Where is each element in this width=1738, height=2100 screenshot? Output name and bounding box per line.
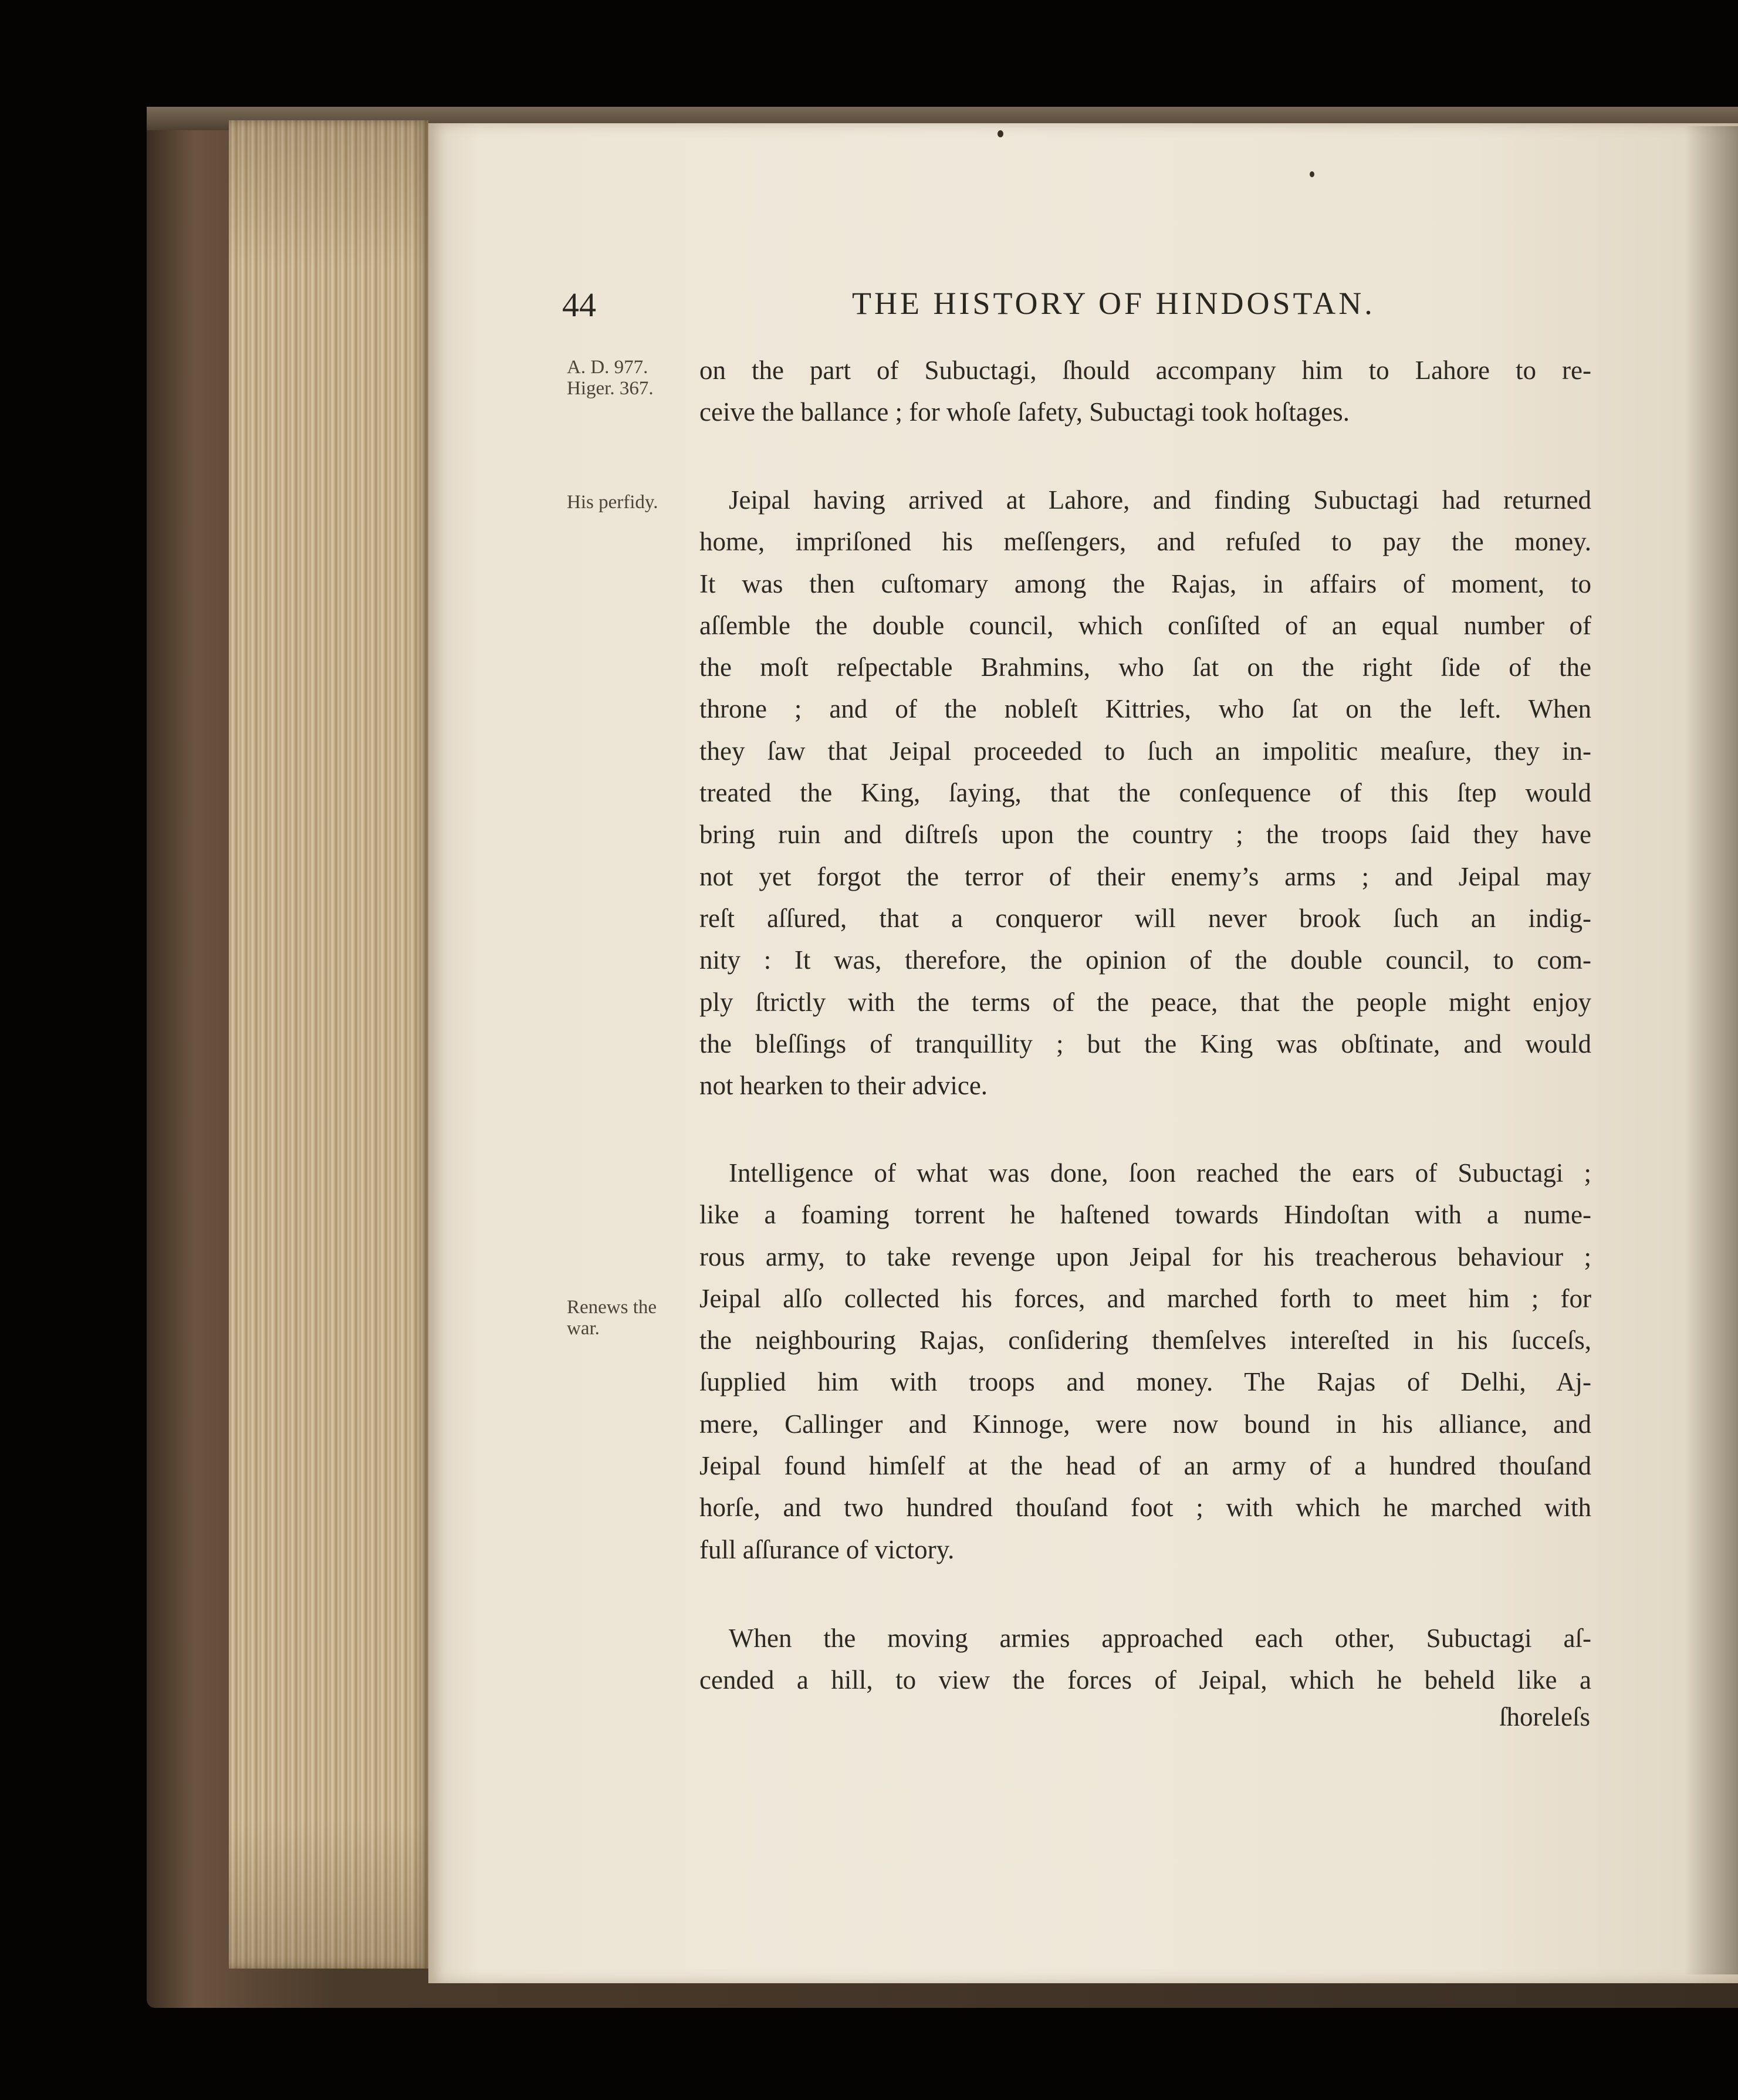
text-line: horſe, and two hundred thouſand foot ; with which he marched with	[699, 1493, 1591, 1523]
margin-note-line: war.	[567, 1318, 600, 1339]
margin-note-line: His perfidy.	[567, 492, 658, 513]
text-line: on the part of Subuctagi, ſhould accompany him to Lahore to re-	[699, 356, 1591, 385]
paragraph-3	[699, 1152, 1591, 1571]
margin-note-line: A. D. 977.	[567, 357, 648, 378]
text-line: reſt aſſured, that a conqueror will never brook ſuch an indig-	[699, 903, 1591, 933]
text-line: full aſſurance of victory.	[699, 1534, 955, 1564]
text-line: Jeipal alſo collected his forces, and marched forth to meet him ; for	[699, 1283, 1591, 1313]
ink-speck	[1310, 171, 1314, 177]
text-line: mere, Callinger and Kinnoge, were now bound in his alliance, and	[699, 1409, 1591, 1439]
running-head	[562, 285, 1624, 332]
text-line: the neighbouring Rajas, conſidering themſelves intereſted in his ſucceſs,	[699, 1325, 1591, 1355]
text-line: treated the King, ſaying, that the conſequence of this ſtep would	[699, 778, 1591, 808]
text-line: the moſt reſpectable Brahmins, who ſat on the right ſide of the	[699, 652, 1591, 682]
text-line: aſſemble the double council, which conſiſted of an equal number of	[699, 610, 1591, 640]
text-line: not yet forgot the terror of their enemy’s arms ; and Jeipal may	[699, 861, 1591, 891]
text-line: It was then cuſtomary among the Rajas, in affairs of moment, to	[699, 569, 1591, 598]
text-line: Jeipal having arrived at Lahore, and finding Subuctagi had returned	[729, 485, 1591, 515]
text-line: not hearken to their advice.	[699, 1071, 988, 1101]
text-line: throne ; and of the nobleſt Kittries, who ſat on the left. When	[699, 694, 1591, 724]
paragraph-2	[699, 479, 1591, 1107]
margin-note-line: Renews the	[567, 1297, 657, 1318]
page-number: 44	[562, 286, 596, 324]
text-line: ſupplied him with troops and money. The Rajas of Delhi, Aj-	[699, 1367, 1591, 1397]
page-edges	[229, 120, 428, 1969]
paragraph-1	[699, 350, 1591, 434]
text-line: nity : It was, therefore, the opinion of the double council, to com-	[699, 945, 1591, 975]
text-line: ceive the ballance ; for whoſe ſafety, Subuctagi took hoſtages.	[699, 397, 1350, 427]
text-line: rous army, to take revenge upon Jeipal for his treacherous behaviour ;	[699, 1242, 1591, 1272]
text-line: like a foaming torrent he haſtened towards Hindoſtan with a nume-	[699, 1200, 1591, 1230]
catchword: ſhoreleſs	[1499, 1702, 1590, 1732]
text-line: Intelligence of what was done, ſoon reached the ears of Subuctagi ;	[729, 1158, 1591, 1188]
page-gutter-shadow	[1684, 126, 1738, 1974]
margin-note-war	[567, 1297, 693, 1339]
text-line: ply ſtrictly with the terms of the peace, that the people might enjoy	[699, 987, 1591, 1017]
paragraph-4	[699, 1618, 1591, 1702]
margin-note-date	[567, 357, 693, 399]
text-line: they ſaw that Jeipal proceeded to ſuch an impolitic meaſure, they in-	[699, 736, 1591, 766]
text-line: When the moving armies approached each other, Subuctagi aſ-	[729, 1624, 1591, 1653]
text-line: home, impriſoned his meſſengers, and refuſed to pay the money.	[699, 527, 1591, 557]
text-line: the bleſſings of tranquillity ; but the King was obſtinate, and would	[699, 1029, 1591, 1059]
margin-note-perfidy	[567, 492, 693, 513]
ink-speck	[998, 130, 1003, 137]
text-line: bring ruin and diſtreſs upon the country ; the troops ſaid they have	[699, 820, 1591, 850]
page-title: THE HISTORY OF HINDOSTAN.	[852, 286, 1375, 321]
margin-note-line: Higer. 367.	[567, 378, 654, 399]
text-line: cended a hill, to view the forces of Jeipal, which he beheld like a	[699, 1665, 1591, 1695]
text-line: Jeipal found himſelf at the head of an army of a hundred thouſand	[699, 1451, 1591, 1481]
